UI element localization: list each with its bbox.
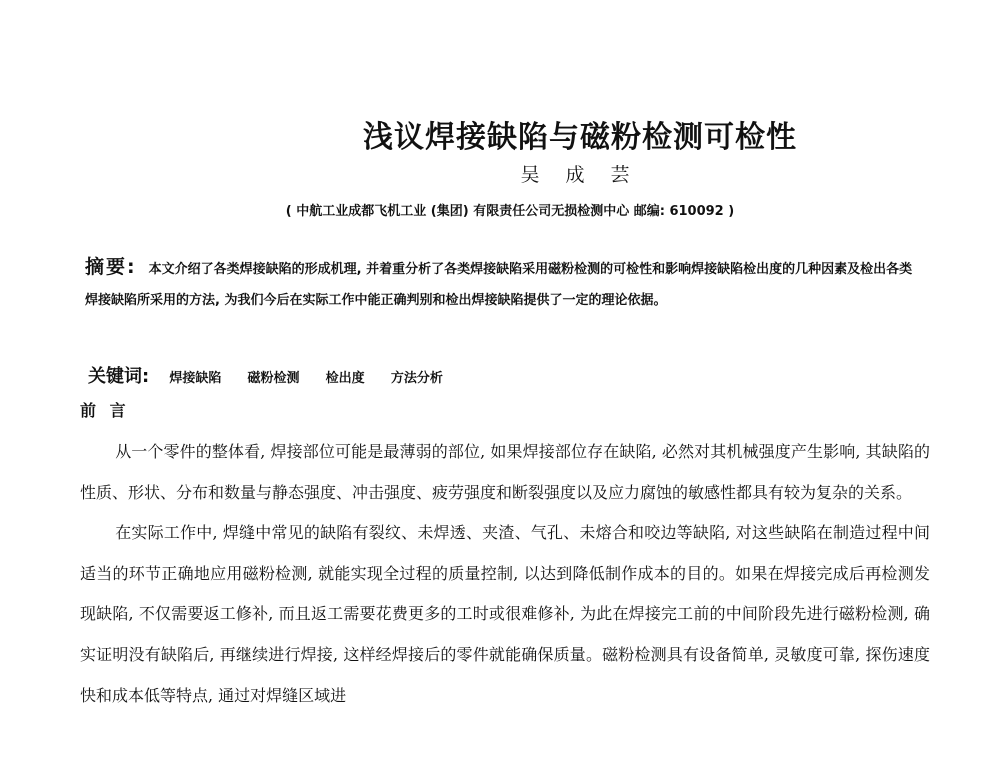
- body-text: [80, 432, 930, 716]
- paper-title: 浅议焊接缺陷与磁粉检测可检性: [363, 120, 797, 155]
- body-paragraph: 从一个零件的整体看, 焊接部位可能是最薄弱的部位, 如果焊接部位存在缺陷, 必然对其机械强度产生影响, 其缺陷的性质、形状、分布和数量与静态强度、冲击强度、疲劳强度和断裂强度以及应力腐蚀的敏感性都具有较为复杂的关系。: [80, 442, 930, 502]
- author-affiliation: ( 中航工业成都飞机工业 (集团) 有限责任公司无损检测中心 邮编: 610092 ): [285, 204, 735, 219]
- abstract-label: 摘要:: [85, 256, 137, 278]
- section-heading: 前 言: [80, 401, 130, 420]
- body-paragraph: 在实际工作中, 焊缝中常见的缺陷有裂纹、未焊透、夹渣、气孔、未熔合和咬边等缺陷, 对这些缺陷在制造过程中间适当的环节正确地应用磁粉检测, 就能实现全过程的质量控制, 以达到降低制作成本的目的。如果在焊接完成后再检测发现缺陷, 不仅需要返工修补, 而且返工需要花费更多的工时或很难修补, 为此在焊接完工前的中间阶段先进行磁粉检测, 确实证明没有缺陷后, 再继续进行焊接, 这样经焊接后的零件就能确保质量。磁粉检测具有设备简单, 灵敏度可靠, 探伤速度快和成本低等特点, 通过对焊缝区域进: [80, 523, 930, 705]
- keyword-item: 磁粉检测: [247, 371, 300, 386]
- keywords-label: 关键词:: [88, 366, 150, 387]
- abstract-text: 本文介绍了各类焊接缺陷的形成机理, 并着重分析了各类焊接缺陷采用磁粉检测的可检性和影响焊接缺陷检出度的几种因素及检出各类焊接缺陷所采用的方法, 为我们今后在实际工作中能正确判别和检出焊接缺陷提供了一定的理论依据。: [85, 262, 913, 308]
- keywords-block: [88, 362, 928, 388]
- keyword-item: 方法分析: [390, 371, 443, 386]
- abstract-block: [85, 252, 925, 316]
- keyword-item: 检出度: [325, 371, 365, 386]
- author-name: 吴 成 芸: [520, 164, 640, 186]
- keyword-item: 焊接缺陷: [169, 371, 222, 386]
